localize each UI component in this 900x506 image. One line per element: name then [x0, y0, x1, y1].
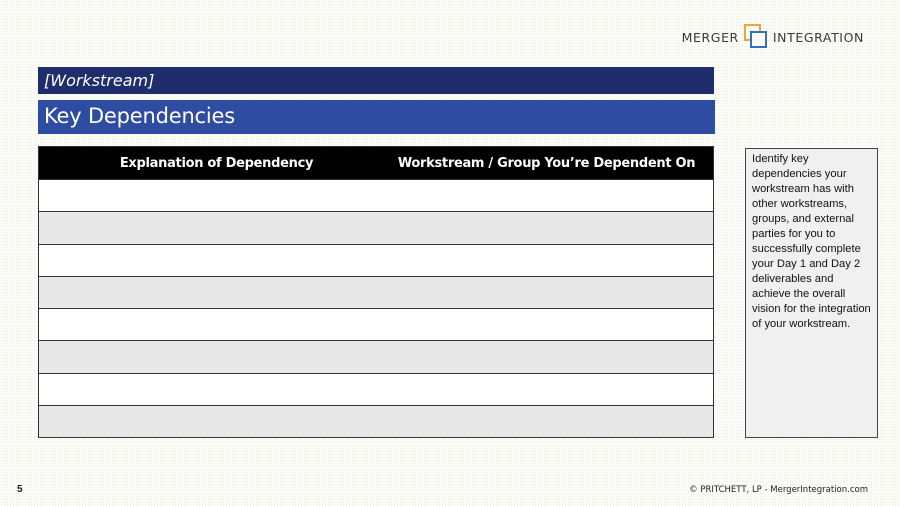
- logo-text-merger: MERGER: [681, 29, 739, 45]
- logo-squares-icon: [744, 24, 768, 50]
- table-body: [39, 179, 713, 437]
- table-row[interactable]: [39, 405, 713, 437]
- dependencies-table: [38, 146, 714, 438]
- table-row[interactable]: [39, 179, 713, 211]
- instruction-note: Identify key dependencies your workstream has with other workstreams, groups, and external parties for you to successfully complete your Day 1 and Day 2 deliverables and achieve the overall vision for the integration of your workstream.: [745, 148, 878, 438]
- logo-text-integration: INTEGRATION: [772, 29, 864, 45]
- logo-blue-square: [750, 31, 767, 48]
- header-workstream-group: Workstream / Group You’re Dependent On: [397, 155, 696, 171]
- table-row[interactable]: [39, 211, 713, 243]
- page-title: Key Dependencies: [44, 104, 235, 128]
- page-number: 5: [17, 484, 23, 495]
- table-row[interactable]: [39, 276, 713, 308]
- workstream-label: [Workstream]: [44, 71, 155, 90]
- workstream-bar: [38, 67, 714, 94]
- header-explanation: Explanation of Dependency: [119, 155, 314, 171]
- table-row[interactable]: [39, 308, 713, 340]
- footer-copyright: © PRITCHETT, LP - MergerIntegration.com: [689, 485, 868, 495]
- merger-integration-logo: [682, 24, 864, 50]
- title-bar: [38, 100, 715, 134]
- table-row[interactable]: [39, 340, 713, 372]
- table-row[interactable]: [39, 244, 713, 276]
- table-header: [39, 147, 713, 179]
- table-row[interactable]: [39, 373, 713, 405]
